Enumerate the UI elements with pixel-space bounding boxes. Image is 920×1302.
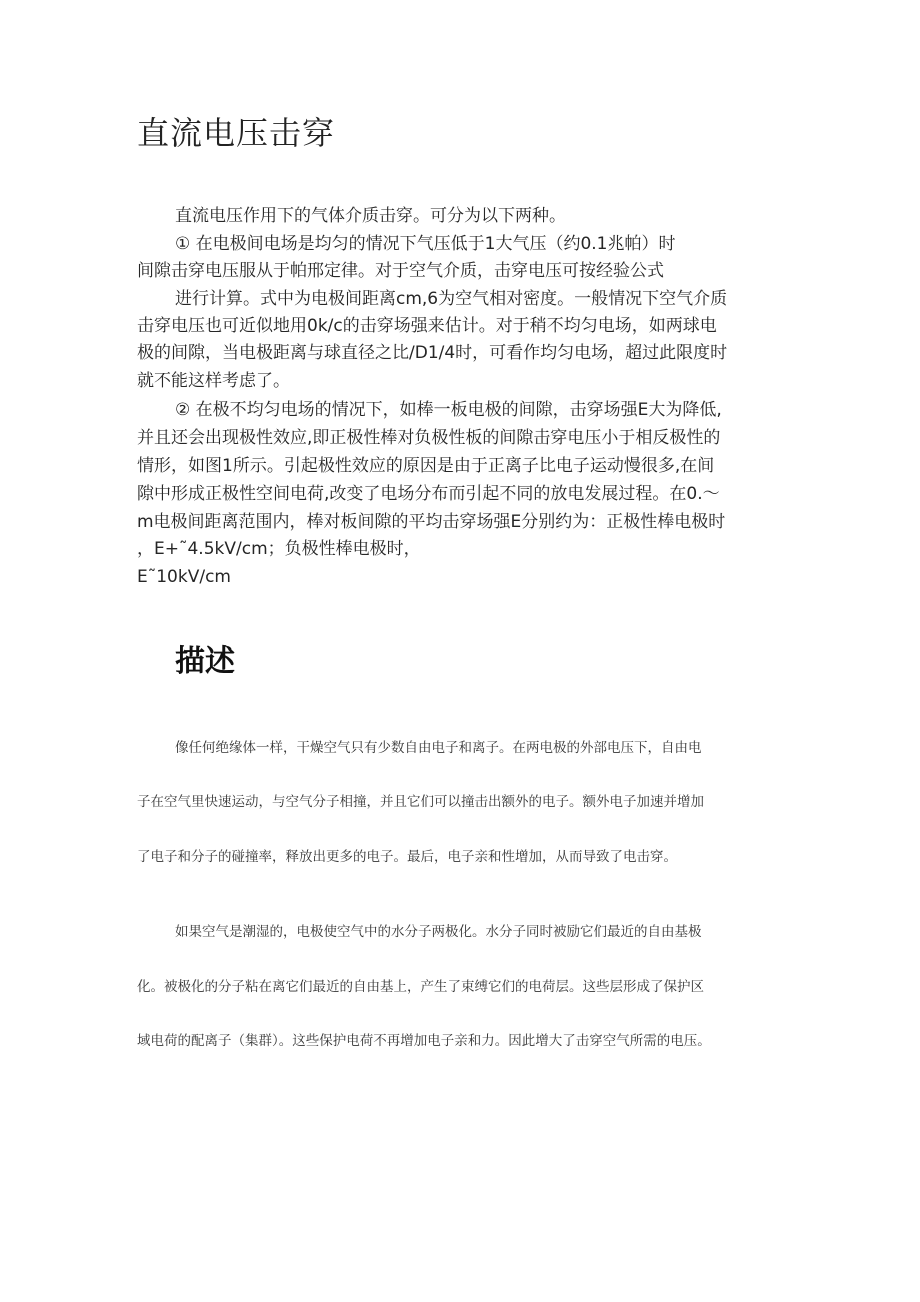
paragraph-line: 间隙击穿电压服从于帕邢定律。对于空气介质，击穿电压可按经验公式: [137, 261, 664, 281]
paragraph-line: ，E+˜4.5kV/cm；负极性棒电极时，: [137, 539, 421, 559]
paragraph-line: 化。被极化的分子粘在离它们最近的自由基上，产生了束缚它们的电荷层。这些层形成了保护区: [137, 979, 704, 995]
paragraph-line: ① 在电极间电场是均匀的情况下气压低于1大气压（约0.1兆帕）时: [175, 234, 676, 254]
document-title: 直流电压击穿: [137, 114, 336, 152]
paragraph-line: 像任何绝缘体一样，干燥空气只有少数自由电子和离子。在两电极的外部电压下，自由电: [175, 740, 702, 756]
paragraph-line: 隙中形成正极性空间电荷,改变了电场分布而引起不同的放电发展过程。在0.～: [137, 484, 720, 504]
paragraph-line: 了电子和分子的碰撞率，释放出更多的电子。最后，电子亲和性增加，从而导致了电击穿。: [137, 849, 677, 865]
paragraph-line: 情形，如图1所示。引起极性效应的原因是由于正离子比电子运动慢很多,在间: [137, 456, 715, 476]
paragraph-line: 域电荷的配离子（集群）。这些保护电荷不再增加电子亲和力。因此增大了击穿空气所需的电压。: [137, 1033, 711, 1049]
paragraph-line: 并且还会出现极性效应,即正极性棒对负极性板的间隙击穿电压小于相反极性的: [137, 428, 721, 448]
paragraph-line: 子在空气里快速运动，与空气分子相撞，并且它们可以撞击出额外的电子。额外电子加速并增加: [137, 794, 704, 810]
paragraph-line: 进行计算。式中为电极间距离cm,6为空气相对密度。一般情况下空气介质: [175, 289, 728, 309]
paragraph-line: 如果空气是潮湿的，电极使空气中的水分子两极化。水分子同时被励它们最近的自由基极: [175, 924, 702, 940]
paragraph-line: 极的间隙，当电极距离与球直径之比/D1/4时，可看作均匀电场，超过此限度时: [137, 343, 728, 363]
paragraph-line: 就不能这样考虑了。: [137, 371, 290, 391]
paragraph-line: 直流电压作用下的气体介质击穿。可分为以下两种。: [175, 206, 566, 226]
paragraph-line: m电极间距离范围内，棒对板间隙的平均击穿场强E分别约为：正极性棒电极时: [137, 512, 726, 532]
paragraph-line: ② 在极不均匀电场的情况下，如棒一板电极的间隙，击穿场强E大为降低,: [175, 400, 722, 420]
section-heading-description: 描述: [175, 644, 235, 679]
paragraph-line: 击穿电压也可近似地用0k/c的击穿场强来估计。对于稍不均匀电场，如两球电: [137, 316, 717, 336]
paragraph-line: E˜10kV/cm: [137, 567, 231, 587]
